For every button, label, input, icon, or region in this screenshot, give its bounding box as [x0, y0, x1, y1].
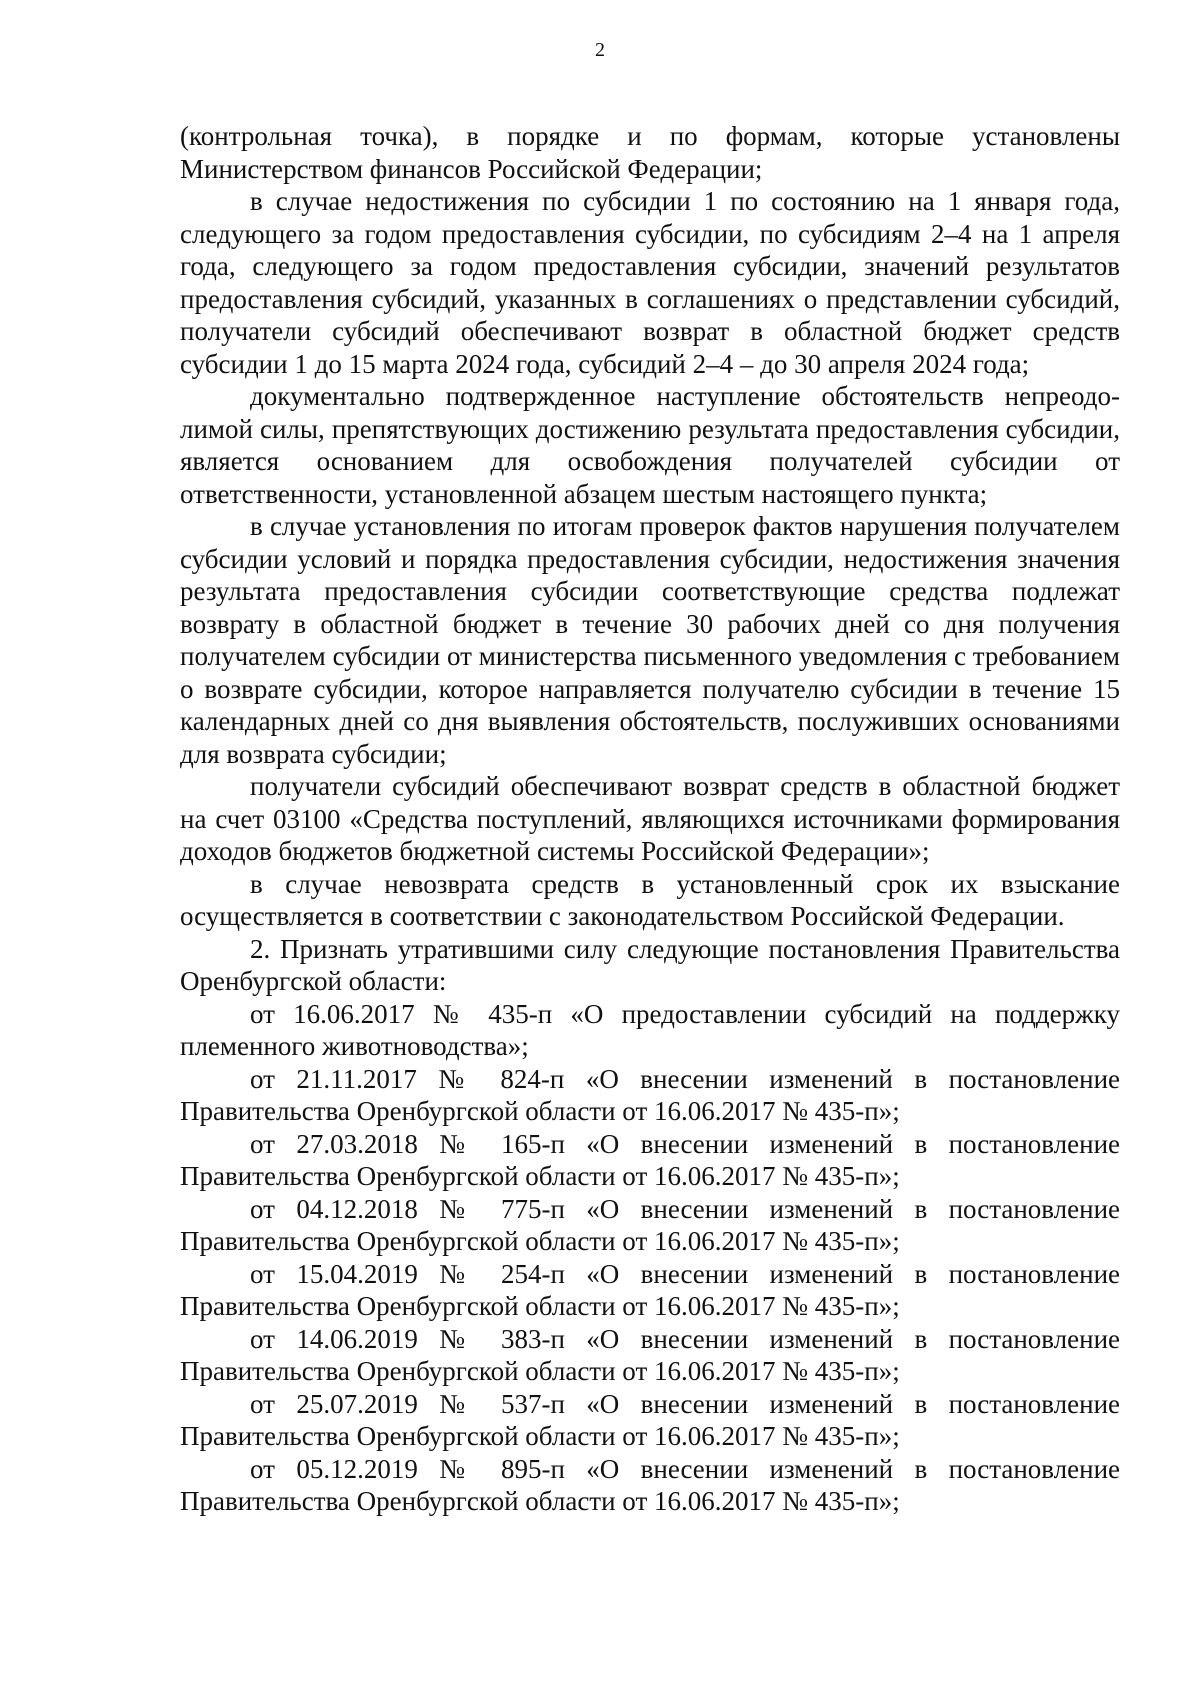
paragraph: от 27.03.2018 № 165-п «О внесении изменений в постановление Правительства Оренбургской области от 16.06.2017 № 435-п»; — [180, 1128, 1120, 1191]
paragraph: от 21.11.2017 № 824-п «О внесении изменений в постановление Правительства Оренбургской области от 16.06.2017 № 435-п»; — [180, 1063, 1120, 1126]
paragraph: в случае невозврата средств в установленный срок их взыскание осуществляется в соответствии с законодательством Российской Федерации. — [180, 868, 1120, 931]
paragraph: получатели субсидий обеспечивают возврат средств в областной бюджет на счет 03100 «Средства поступлений, являющихся источниками формирования доходов бюджетов бюджетной системы Российской Федерации»; — [180, 771, 1120, 866]
paragraph: 2. Признать утратившими силу следующие постановления Правительства Оренбургской области: — [180, 933, 1120, 996]
paragraph: в случае недостижения по субсидии 1 по состоянию на 1 января года, следующего за годом предоставления субсидии, по субсидиям 2–4 на 1 апреля года, следующего за годом предоставления субсидии, значений результатов предоставления субсидий, указанных в соглашениях о представлении субсидий, получатели субсидий обеспечивают возврат в областной бюджет средств субсидии 1 до 15 марта 2024 года, субсидий 2–4 – до 30 апреля 2024 года; — [180, 186, 1120, 379]
paragraph: от 16.06.2017 № 435-п «О предоставлении субсидий на поддержку племенного животноводства»; — [180, 998, 1120, 1061]
document-body — [180, 120, 1120, 1518]
paragraph: от 14.06.2019 № 383-п «О внесении изменений в постановление Правительства Оренбургской области от 16.06.2017 № 435-п»; — [180, 1323, 1120, 1386]
paragraph: от 05.12.2019 № 895-п «О внесении изменений в постановление Правительства Оренбургской области от 16.06.2017 № 435-п»; — [180, 1453, 1120, 1516]
paragraph: (контрольная точка), в порядке и по формам, которые установлены Министерством финансов Российской Федерации; — [180, 121, 1120, 184]
paragraph: от 25.07.2019 № 537-п «О внесении изменений в постановление Правительства Оренбургской области от 16.06.2017 № 435-п»; — [180, 1388, 1120, 1451]
paragraph: в случае установления по итогам проверок фактов нарушения получателем субсидии условий и порядка предоставления субсидии, недостижения значения результата предоставления субсидии соответствующие средства подлежат возврату в областной бюджет в течение 30 рабочих дней со дня получения получателем субсидии от министерства письменного уведомления с требованием о возврате субсидии, которое направляется получателю субсидии в течение 15 календарных дней со дня выявления обстоятельств, послуживших основаниями для возврата субсидии; — [180, 511, 1120, 769]
page-number: 2 — [595, 39, 605, 61]
paragraph: документально подтвержденное наступление обстоятельств непреодолимой силы, препятствующих достижению результата предоставления субсидии, является основанием для освобождения получателей субсидии от ответственности, установленной абзацем шестым настоящего пункта; — [180, 381, 1120, 509]
paragraph: от 15.04.2019 № 254-п «О внесении изменений в постановление Правительства Оренбургской области от 16.06.2017 № 435-п»; — [180, 1258, 1120, 1321]
paragraph: от 04.12.2018 № 775-п «О внесении изменений в постановление Правительства Оренбургской области от 16.06.2017 № 435-п»; — [180, 1193, 1120, 1256]
